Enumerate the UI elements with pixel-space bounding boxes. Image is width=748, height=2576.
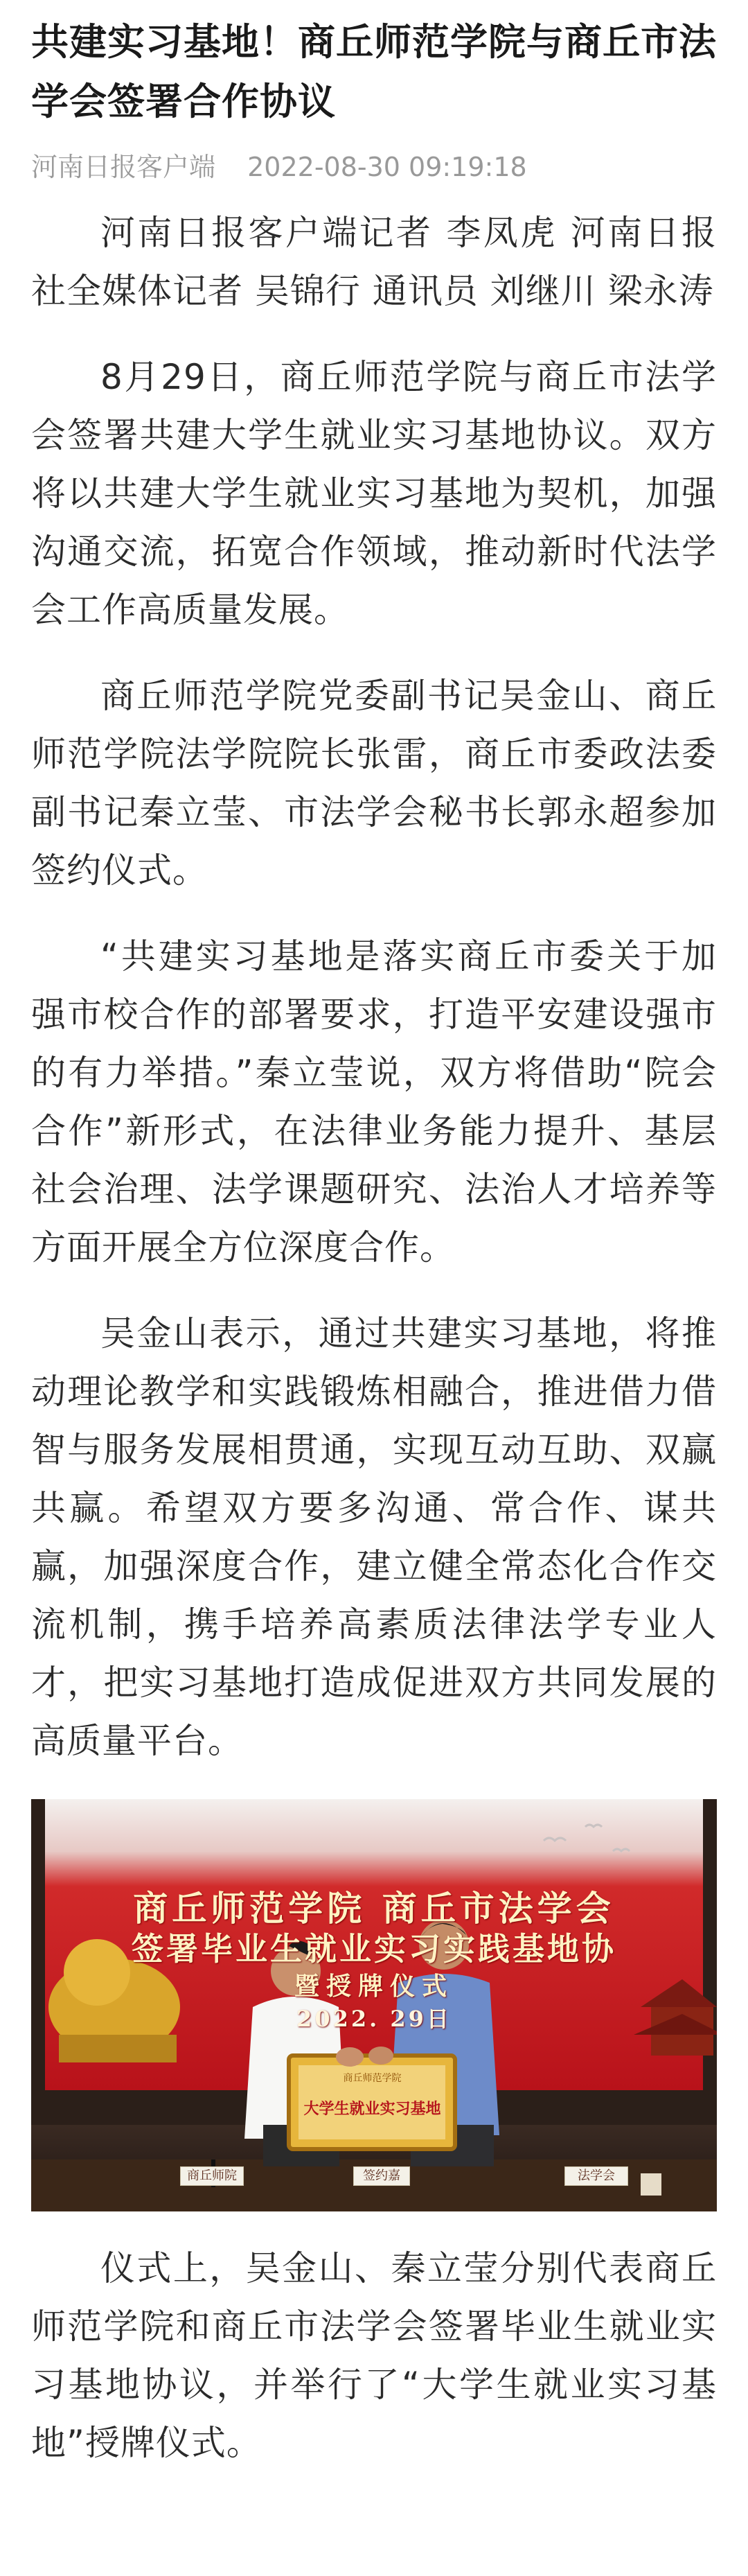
plaque-school-name: 商丘师范学院 — [343, 2073, 402, 2084]
banner-line-2: 签署毕业生就业实习实践基地协 — [132, 1930, 616, 1968]
article-paragraph: 商丘师范学院党委副书记吴金山、商丘师范学院法学院院长张雷，商丘市委政法委副书记秦立莹、市法学会秘书长郭永超参加签约仪式。 — [31, 676, 717, 891]
article-meta — [31, 150, 717, 184]
plaque-title: 大学生就业实习基地 — [303, 2100, 441, 2118]
article-title: 共建实习基地！商丘师范学院与商丘市法学会签署合作协议 — [31, 20, 717, 123]
article-paragraph: “共建实习基地是落实商丘市委关于加强市校合作的部署要求，打造平安建设强市的有力举措。”秦立莹说，双方将借助“院会合作”新形式，在法律业务能力提升、基层社会治理、法学课题研究、法治人才培养等方面开展全方位深度合作。 — [31, 936, 717, 1268]
article-source: 河南日报客户端 — [31, 152, 216, 182]
banner-line-1: 商丘师范学院 商丘市法学会 — [133, 1888, 615, 1929]
name-card-center: 签约嘉 — [353, 2166, 410, 2186]
name-card-left: 商丘师院 — [180, 2166, 244, 2186]
article-page — [0, 12, 748, 2472]
name-card-right: 法学会 — [564, 2166, 628, 2186]
article-datetime: 2022-08-30 09:19:18 — [247, 152, 527, 182]
banner-line-3: 暨授牌仪式 — [294, 1972, 454, 2001]
article-paragraph: 河南日报客户端记者 李凤虎 河南日报社全媒体记者 吴锦行 通讯员 刘继川 梁永涛 — [31, 213, 717, 311]
article-paragraph: 8月29日，商丘师范学院与商丘市法学会签署共建大学生就业实习基地协议。双方将以共建大学生就业实习基地为契机，加强沟通交流，拓宽合作领域，推动新时代法学会工作高质量发展。 — [31, 357, 717, 630]
article-paragraph: 仪式上，吴金山、秦立莹分别代表商丘师范学院和商丘市法学会签署毕业生就业实习基地协议，并举行了“大学生就业实习基地”授牌仪式。 — [31, 2248, 717, 2463]
article-paragraph: 吴金山表示，通过共建实习基地，将推动理论教学和实践锻炼相融合，推进借力借智与服务发展相贯通，实现互动互助、双赢共赢。希望双方要多沟通、常合作、谋共赢，加强深度合作，建立健全常态化合作交流机制，携手培养高素质法律法学专业人才，把实习基地打造成促进双方共同发展的高质量平台。 — [31, 1313, 717, 1761]
banner-date: 2022. 29日 — [296, 2006, 452, 2032]
article-photo — [31, 1799, 717, 2211]
